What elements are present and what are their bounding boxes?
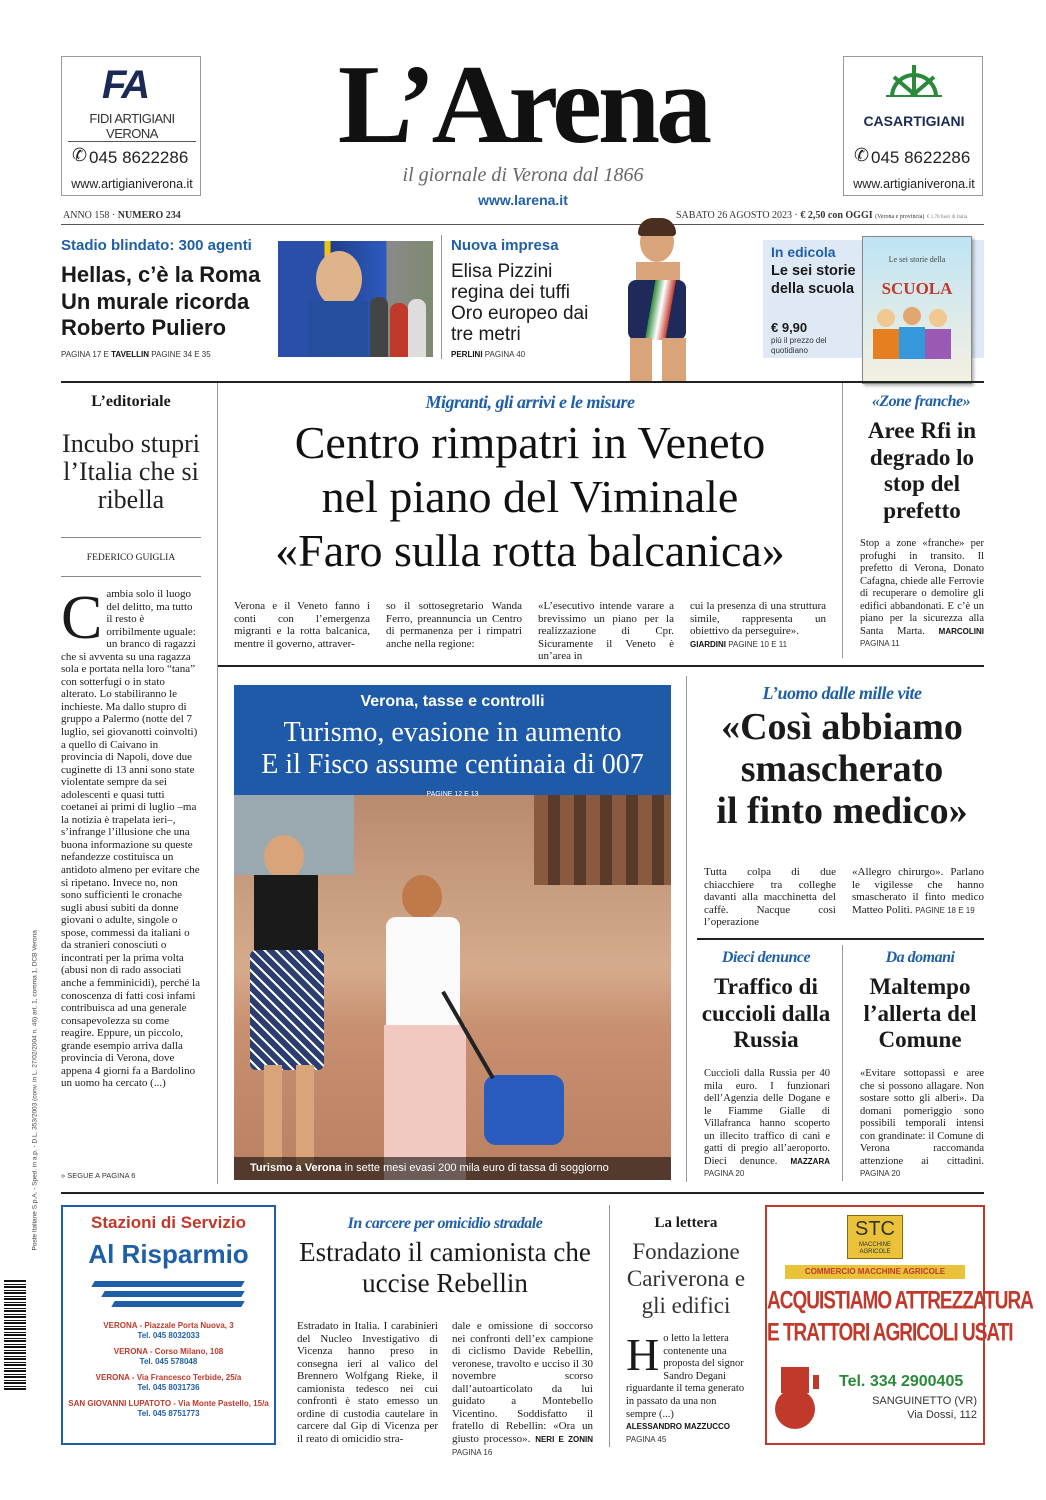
section-rule xyxy=(61,381,984,383)
fa-site: www.artigianiverona.it xyxy=(71,177,193,191)
rebellin-headline[interactable]: Estradato il camionista che uccise Rebellin xyxy=(299,1237,591,1298)
medico-kicker: L’uomo dalle mille vite xyxy=(762,683,922,703)
editorial-text: C ambia solo il luogo del delitto, ma tutto il resto è orribilmente uguale: un branco di ragazzi che si avventa su una ragazza sola e portata nella loro “tana” con sotterfugi o in stato alterato. Lo stabiliranno le inchieste. Ma dallo stupro di gruppo a Palermo (notte del 7 luglio, sei giovanotti coinvolti) a quello di Caivano in provincia di Napoli, dove due cuginette di 13 anni sono state violentate sempre da sei adolescenti e quasi tutti coetanei ai primi di luglio –ma la notizia è trapelata ieri–, s’infrange l’illusione che una buona informazione su queste nefandezze costituisca un antidoto almeno per evitare che si ripetano. Invece no, non sono sufficienti le cronache sugli abusi subiti da donne giovani o adulte, singole o spose, commessi da italiani o da stranieri conosciuti o incontrati per la prima volta (abusi non di rado associati anche a femminicidi), perché la conoscenza di fatti così infami contribuisca ad una generale consapevolezza su come reagire. Eppure, un piccolo, grande esempio arriva dalla provincia di Verona, dove appena 4 giorni fa a Bardolino un uomo ha cercato (...) xyxy=(61,584,200,1090)
stc-headline-1: ACQUISTIAMO ATTREZZATURA xyxy=(767,1287,1033,1315)
medico-col-2: «Allegro chirurgo». Parlano le vigilesse che hanno smascherato il finto medico Matteo Politi. PAGINE 18 E 19 xyxy=(852,866,984,916)
issue-price: € 2,50 con OGGI xyxy=(800,210,873,221)
medico-headline-1[interactable]: «Così abbiamo xyxy=(721,706,963,748)
stc-logo: STC MACCHINE AGRICOLE xyxy=(847,1215,903,1259)
teaser3-headline: Le sei storie della scuola xyxy=(771,263,856,297)
date-price-line: SABATO 26 AGOSTO 2023 · € 2,50 con OGGI (Verona e provincia) € 1,70 fuori di Italia xyxy=(676,210,968,221)
issue-line: ANNO 158 · NUMERO 234 xyxy=(63,210,181,221)
mural-photo xyxy=(278,241,433,357)
zone-kicker: «Zone franche» xyxy=(871,393,971,410)
col-divider-photo xyxy=(686,676,687,1182)
casartigiani-brand: CASARTIGIANI xyxy=(863,113,965,129)
diver-photo xyxy=(600,218,750,382)
teaser2-ref: PERLINI PAGINA 40 xyxy=(451,350,526,359)
editorial-rule2 xyxy=(61,576,201,577)
issue-date: SABATO 26 AGOSTO 2023 xyxy=(676,210,793,221)
lead-headline-2[interactable]: nel piano del Viminale xyxy=(321,471,739,522)
medico-headline-3[interactable]: il finto medico» xyxy=(716,790,968,832)
barcode xyxy=(4,1280,26,1390)
photo-kicker: Verona, tasse e controlli xyxy=(360,693,545,710)
maltempo-headline[interactable]: Maltempo l’allerta del Comune xyxy=(863,974,977,1052)
lead-col-4: cui la presenza di una struttura simile, rappresenta un obiettivo da perseguire». GIARDINI PAGINE 10 E 11 xyxy=(690,600,826,649)
risparmio-l4: SAN GIOVANNI LUPATOTO - Via Monte Pastello, 15/a xyxy=(68,1399,269,1408)
rebellin-col-1: Estradato in Italia. I carabinieri del Nucleo Investigativo di Vicenza hanno preso in consegna ieri al valico del Brennero Wolfgang Rieke, il camionista tedesco nei cui confronti è stato emesso un ordine di custodia cautelare in carcere dal Gip di Vicenza per il reato di omicidio stra- xyxy=(297,1320,438,1445)
teaser2-kicker: Nuova impresa xyxy=(451,237,559,254)
cuccioli-headline[interactable]: Traffico di cuccioli dalla Russia xyxy=(701,974,831,1052)
postal-note: Poste Italiane S.p.A. - Sped. in a.p. - D.L. 353/2003 (conv. in L. 27/02/2004 n. 46) art. 1, comma 1, DCB Verona xyxy=(31,930,39,1251)
risparmio-title: Stazioni di Servizio xyxy=(91,1213,246,1232)
teaser1-ref: PAGINA 17 E TAVELLIN PAGINE 34 E 35 xyxy=(61,350,211,359)
issue-number: NUMERO 234 xyxy=(117,210,181,221)
masthead-url[interactable]: www.larena.it xyxy=(478,192,568,208)
lettera-dropcap: H xyxy=(626,1329,660,1380)
lead-col-1: Verona e il Veneto fanno i conti con l’emergenza migranti e la rotta balcanica, mentre il governo, attraver- xyxy=(234,600,370,650)
ad-fidi-artigiani[interactable] xyxy=(61,56,201,196)
editorial-author: FEDERICO GUIGLIA xyxy=(86,553,176,563)
editorial-cont: » SEGUE A PAGINA 6 xyxy=(61,1171,136,1180)
teaser3-note: più il prezzo del quotidiano xyxy=(771,336,827,355)
casartigiani-phone: 045 8622286 xyxy=(871,148,971,167)
lettera-title[interactable]: Fondazione Cariverona e gli edifici xyxy=(626,1239,746,1318)
editorial-rule xyxy=(61,537,201,538)
ad-casartigiani[interactable] xyxy=(843,56,983,196)
risparmio-t3: Tel. 045 8031736 xyxy=(137,1383,200,1392)
medico-rule xyxy=(697,938,984,940)
book-top: Le sei storie della xyxy=(888,255,946,264)
tourism-photo[interactable] xyxy=(234,685,671,1180)
fa-logo: FA xyxy=(102,63,148,107)
photo-ref: PAGINE 12 E 13 xyxy=(426,791,479,798)
lead-kicker: Migranti, gli arrivi e le misure xyxy=(425,392,635,412)
lead-headline-1[interactable]: Centro rimpatri in Veneto xyxy=(294,417,766,468)
cuccioli-kicker: Dieci denunce xyxy=(721,949,811,966)
bottom-rule xyxy=(61,1192,984,1194)
rebellin-col-2: dale e omissione di soccorso nei confronti dell’ex campione di ciclismo Davide Rebellin, veronese, travolto e ucciso il 30 novembre scorso dall’autoarticolato da lui guidato a Montebello Vicentino. Soddisfatto il fratello di Rebellin: «Ora un giusto processo». NERI E ZONIN PAGINA 16 xyxy=(452,1320,594,1457)
lead-col-3: «L’esecutivo intende varare a brevissimo un piano per la realizzazione di Cpr. Sicuramente il Veneto è un’area in xyxy=(538,600,674,662)
mid-rule xyxy=(218,665,984,667)
risparmio-l3: VERONA - Via Francesco Terbide, 25/a xyxy=(95,1373,242,1382)
rebellin-kicker: In carcere per omicidio stradale xyxy=(347,1215,543,1232)
risparmio-t1: Tel. 045 8032033 xyxy=(137,1331,200,1340)
maltempo-text: «Evitare sottopassi e aree che si possono allagare. Non sostare sotto gli alberi». Da domani pomeriggio sono possibili temporali intensi con grandinate: il Comune di Verona raccomanda attenzione ai cittadini. PAGINA 20 xyxy=(860,1068,984,1178)
ad-al-risparmio[interactable] xyxy=(61,1205,276,1445)
col-divider-lettera xyxy=(609,1205,610,1447)
phone-icon: ✆ xyxy=(72,145,88,165)
teaser1-kicker: Stadio blindato: 300 agenti xyxy=(61,237,252,254)
risparmio-brand: Al Risparmio xyxy=(88,1239,249,1269)
editorial-label: L’editoriale xyxy=(91,393,171,410)
book-title: SCUOLA xyxy=(881,279,953,298)
zone-headline[interactable]: Aree Rfi in degrado lo stop del prefetto xyxy=(867,418,977,523)
risparmio-t4: Tel. 045 8751773 xyxy=(137,1409,200,1418)
fa-phone: 045 8622286 xyxy=(89,148,189,167)
photo-headline-1: Turismo, evasione in aumento xyxy=(283,717,622,748)
lead-headline-3[interactable]: «Faro sulla rotta balcanica» xyxy=(275,525,785,576)
lettera-text: H o letto la lettera contenente una proposta del signor Sandro Degani riguardante il tema generato in passato da una non sempre (...) ALESSANDRO MAZZUCCO PAGINA 45 xyxy=(626,1329,745,1444)
teaser3-kicker: In edicola xyxy=(771,244,836,260)
issue-year: ANNO 158 xyxy=(63,210,110,221)
zone-text: Stop a zone «franche» per profughi in transito. Il prefetto di Verona, Donato Cafagna, chiede alle Ferrovie di recuperare o demolire gli edifici abbandonati. E c’è un piano per la sicurezza alla Santa Marta. MARCOLINI PAGINA 11 xyxy=(860,538,984,648)
risparmio-l2: VERONA - Corso Milano, 108 xyxy=(113,1347,224,1356)
stc-banner: COMMERCIO MACCHINE AGRICOLE xyxy=(785,1265,965,1279)
teaser-divider xyxy=(441,235,442,359)
stc-city: SANGUINETTO (VR) xyxy=(872,1395,977,1407)
medico-col-1: Tutta colpa di due chiacchiere tra colleghe davanti alla macchinetta del caffè. Nacque così l’operazione xyxy=(704,866,836,928)
lettera-label: La lettera xyxy=(654,1215,718,1231)
medico-headline-2[interactable]: smascherato xyxy=(740,748,944,790)
photo-headline-2: E il Fisco assume centinaia di 007 xyxy=(261,749,644,780)
tractor-icon xyxy=(773,1367,823,1427)
book-cover xyxy=(862,236,972,384)
maltempo-kicker: Da domani xyxy=(885,949,955,966)
stc-tel: Tel. 334 2900405 xyxy=(839,1373,964,1390)
lead-col-2: so il sottosegretario Wanda Ferro, preannuncia un Centro di permanenza per i rimpatri anche nella regione: xyxy=(386,600,522,650)
editorial-dropcap: C xyxy=(61,584,103,652)
risparmio-l1: VERONA - Piazzale Porta Nuova, 3 xyxy=(103,1321,234,1330)
stc-addr: Via Dossi, 112 xyxy=(907,1409,977,1421)
masthead-tagline: il giornale di Verona dal 1866 xyxy=(402,164,644,186)
fa-brand: FIDI ARTIGIANI VERONA xyxy=(68,111,196,142)
col-divider-left xyxy=(217,383,218,1184)
helm-icon xyxy=(884,63,944,111)
editorial-title[interactable]: Incubo stupri l’Italia che si ribella xyxy=(62,429,200,514)
col-divider-right xyxy=(842,383,843,658)
teaser1-headline[interactable]: Hellas, c’è la Roma Un murale ricorda Roberto Puliero xyxy=(61,262,261,340)
stc-headline-2: E TRATTORI AGRICOLI USATI xyxy=(767,1319,1013,1347)
risparmio-stripe xyxy=(91,1281,244,1287)
masthead-rule xyxy=(61,224,984,225)
teaser3-price: € 9,90 xyxy=(771,320,808,335)
col-divider-bottom xyxy=(842,945,843,1181)
photo-caption: Turismo a Verona in sette mesi evasi 200 mila euro di tassa di soggiorno xyxy=(234,1157,671,1180)
risparmio-t2: Tel. 045 578048 xyxy=(139,1357,198,1366)
phone-icon: ✆ xyxy=(854,145,870,165)
masthead-title: L’Arena xyxy=(337,43,709,167)
ad-stc[interactable] xyxy=(765,1205,1033,1445)
cuccioli-text: Cuccioli dalla Russia per 40 mila euro. I funzionari dell’Agenzia delle Dogane e le Fiamme Gialle di Villafranca hanno scoperto un illecito traffico di cani e gatti di pregio all’aeroporto. Dieci denunce. MAZZARA PAGINA 20 xyxy=(704,1068,830,1178)
teaser2-headline[interactable]: Elisa Pizzini regina dei tuffi Oro europeo dai tre metri xyxy=(451,261,589,345)
casartigiani-site: www.artigianiverona.it xyxy=(853,177,975,191)
